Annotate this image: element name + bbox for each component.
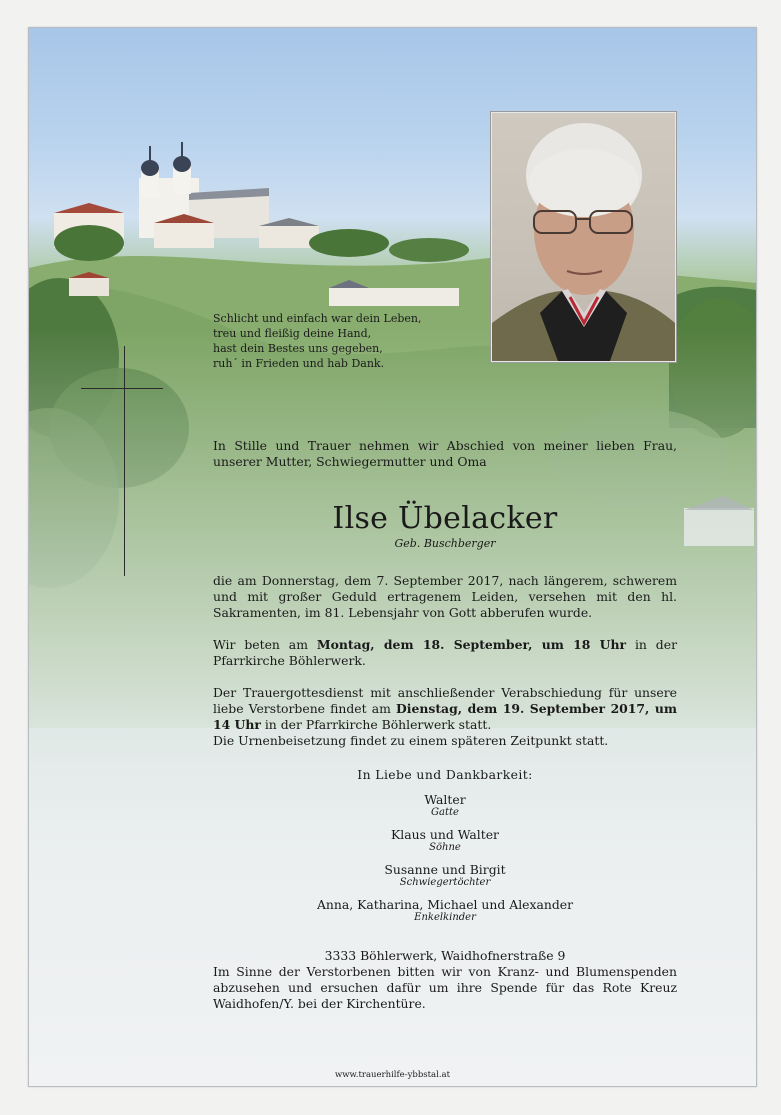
family-group — [213, 792, 677, 819]
family-names: Susanne und Birgit — [384, 862, 506, 877]
prayer-post: in der Pfarrkirche Böhlerwerk. — [213, 637, 677, 668]
family-group — [213, 862, 677, 889]
family-names: Walter — [424, 792, 466, 807]
maiden-name: Geb. Buschberger — [394, 537, 496, 550]
deceased-name: Ilse Übelacker — [332, 501, 558, 536]
memorial-poem — [213, 311, 473, 371]
family-names: Klaus und Walter — [391, 827, 499, 842]
family-list — [213, 792, 677, 924]
prayer-pre: Wir beten am — [213, 637, 317, 652]
portrait-photo — [491, 112, 676, 362]
family-relation: Söhne — [429, 842, 461, 853]
family-group — [213, 897, 677, 924]
portrait-image — [492, 113, 675, 361]
cross-vertical-line — [124, 346, 125, 576]
service-notice — [213, 685, 677, 733]
prayer-datetime: Montag, dem 18. September, um 18 Uhr — [316, 637, 627, 652]
service-datetime: Dienstag, dem 19. September 2017, um 14 Uhr — [213, 701, 677, 732]
family-names: Anna, Katharina, Michael und Alexander — [316, 897, 574, 912]
service-pre: Der Trauergottesdienst mit anschließender Verabschiedung für unsere liebe Verstorbene findet am — [213, 685, 677, 716]
poem-line: treu und fleißig deine Hand, — [213, 327, 372, 340]
urn-notice: Die Urnenbeisetzung findet zu einem späteren Zeitpunkt statt. — [213, 733, 609, 748]
death-notice: die am Donnerstag, dem 7. September 2017, nach längerem, schwerem und mit großer Geduld ertragenem Leiden, versehen mit den hl. Sakramenten, im 81. Lebensjahr von Gott abberufen wurde. — [213, 573, 677, 620]
donation-request: Im Sinne der Verstorbenen bitten wir von Kranz- und Blumenspenden abzusehen und ersuchen dafür um ihre Spende für das Rote Kreuz Waidhofen/Y. bei der Kirchentüre. — [213, 964, 677, 1011]
poem-line: hast dein Bestes uns gegeben, — [213, 342, 383, 355]
intro-text: In Stille und Trauer nehmen wir Abschied von meiner lieben Frau, unserer Mutter, Schwiegermutter und Oma — [213, 438, 677, 469]
prayer-notice — [213, 637, 677, 669]
service-post: in der Pfarrkirche Böhlerwerk statt. — [260, 717, 492, 732]
family-relation: Gatte — [431, 807, 459, 818]
poem-line: Schlicht und einfach war dein Leben, — [213, 312, 422, 325]
footer-url[interactable]: www.trauerhilfe-ybbstal.at — [334, 1070, 451, 1080]
obituary-card — [28, 27, 757, 1087]
family-relation: Enkelkinder — [414, 912, 476, 923]
poem-line: ruh´ in Frieden und hab Dank. — [213, 357, 385, 370]
family-group — [213, 827, 677, 854]
family-relation: Schwiegertöchter — [399, 877, 491, 888]
address: 3333 Böhlerwerk, Waidhofnerstraße 9 — [324, 948, 566, 963]
cross-horizontal-line — [81, 388, 163, 389]
obituary-text — [213, 438, 677, 1012]
gratitude-line: In Liebe und Dankbarkeit: — [357, 767, 533, 782]
